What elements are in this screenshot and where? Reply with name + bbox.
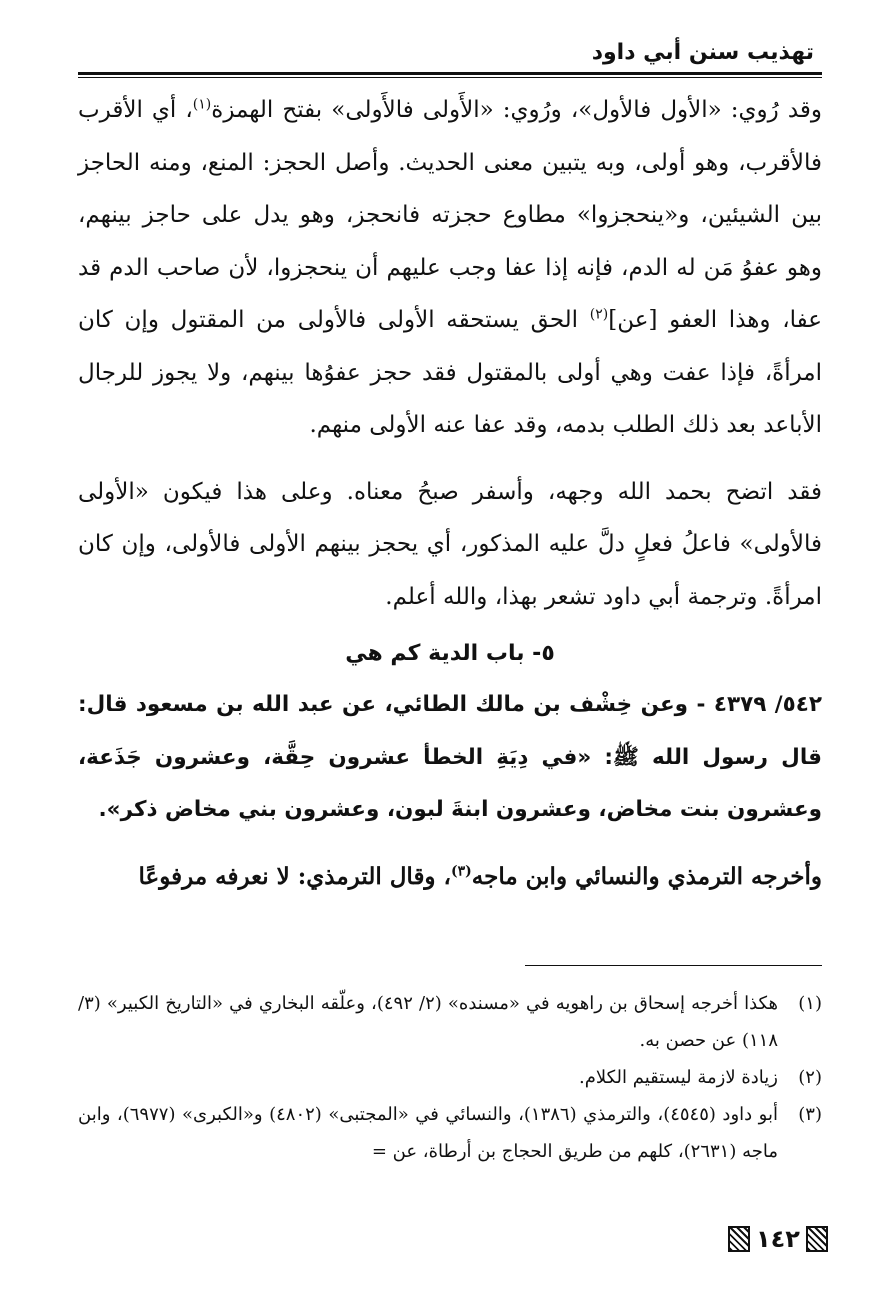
footnote-number: (١): [798, 993, 822, 1014]
footnote-ref-3: (٣): [450, 862, 472, 879]
paragraph-1-part-b: ، أي الأقرب فالأقرب، وهو أولى، وبه يتبين معنى الحديث. وأصل الحجز: المنع، ومنه الحاجز بين الشيئين، و«ينحجزوا» مطاوع حجزته فانحجز، وهو يدل على حاجز بينهم، وهو عفوُ مَن له الدم، فإنه إذا عفا وجب عليهم أن ينحجزوا، لأن صاحب الدم قد عفا، وهذا العفو [عن]: [78, 97, 822, 333]
paragraph-3: [78, 851, 822, 904]
ornament-icon: [806, 1226, 828, 1252]
footnote-number: (٣): [798, 1104, 822, 1125]
paragraph-2: فقد اتضح بحمد الله وجهه، وأسفر صبحُ معناه. وعلى هذا فيكون «الأولى فالأولى» فاعلُ فعلٍ دلَّ عليه المذكور، أي يحجز بينهم الأولى فالأولى، وإن كان امرأةً. وترجمة أبي داود تشعر بهذا، والله أعلم.: [78, 478, 822, 610]
header-rule-thin: [78, 77, 822, 78]
footnote-ref-1: (١): [192, 96, 212, 113]
footnote-2: [78, 1059, 822, 1096]
page-number: ١٤٢: [756, 1225, 800, 1253]
footnote-number: (٢): [798, 1067, 822, 1088]
footnote-1: [78, 985, 822, 1059]
running-header-title: تهذيب سنن أبي داود: [591, 40, 814, 65]
chapter-heading: ٥- باب الدية كم هي: [345, 641, 555, 666]
footnote-text: أبو داود (٤٥٤٥)، والترمذي (١٣٨٦)، والنسائي في «المجتبى» (٤٨٠٢) و«الكبرى» (٦٩٧٧)، وابن ماجه (٢٦٣١)، كلهم من طريق الحجاج بن أرطاة، عن =: [78, 1104, 778, 1162]
header-rule-thick: [78, 72, 822, 75]
main-text: [78, 84, 822, 903]
paragraph-1: [78, 84, 822, 452]
paragraph-3-part-a: وأخرجه الترمذي والنسائي وابن ماجه: [471, 862, 822, 890]
footnotes: [78, 985, 822, 1170]
paragraph-3-part-b: ، وقال الترمذي: لا نعرفه مرفوعًا: [138, 862, 451, 890]
ornament-icon: [728, 1226, 750, 1252]
footnote-text: زيادة لازمة ليستقيم الكلام.: [578, 1067, 778, 1088]
paragraph-1-part-c: الحق يستحقه الأولى فالأولى من المقتول وإن كان امرأةً، فإذا عفت وهي أولى بالمقتول فقد حجز عفوُها بينهم، ولا يجوز للرجال الأباعد بعد ذلك الطلب بدمه، وقد عفا عنه الأولى منهم.: [78, 307, 822, 438]
page-number-block: [728, 1222, 828, 1256]
footnote-text: هكذا أخرجه إسحاق بن راهويه في «مسنده» (٢/ ٤٩٢)، وعلّقه البخاري في «التاريخ الكبير» (٣/ ١١٨) عن حصن به.: [78, 993, 778, 1051]
footnote-separator: [525, 965, 822, 966]
footnote-3: [78, 1096, 822, 1170]
paragraph-1-part-a: وقد رُوي: «الأول فالأول»، ورُوي: «الأَولى فالأَولى» بفتح الهمزة: [211, 97, 822, 123]
footnote-ref-2: (٢): [589, 306, 609, 323]
hadith-text: ٥٤٢/ ٤٣٧٩ - وعن خِشْف بن مالك الطائي، عن عبد الله بن مسعود قال: قال رسول الله ﷺ: «في دِيَةِ الخطأ عشرون حِقَّة، وعشرون جَذَعة، وعشرون بنت مخاض، وعشرون ابنةَ لبون، وعشرون بني مخاض ذكر».: [78, 692, 822, 822]
